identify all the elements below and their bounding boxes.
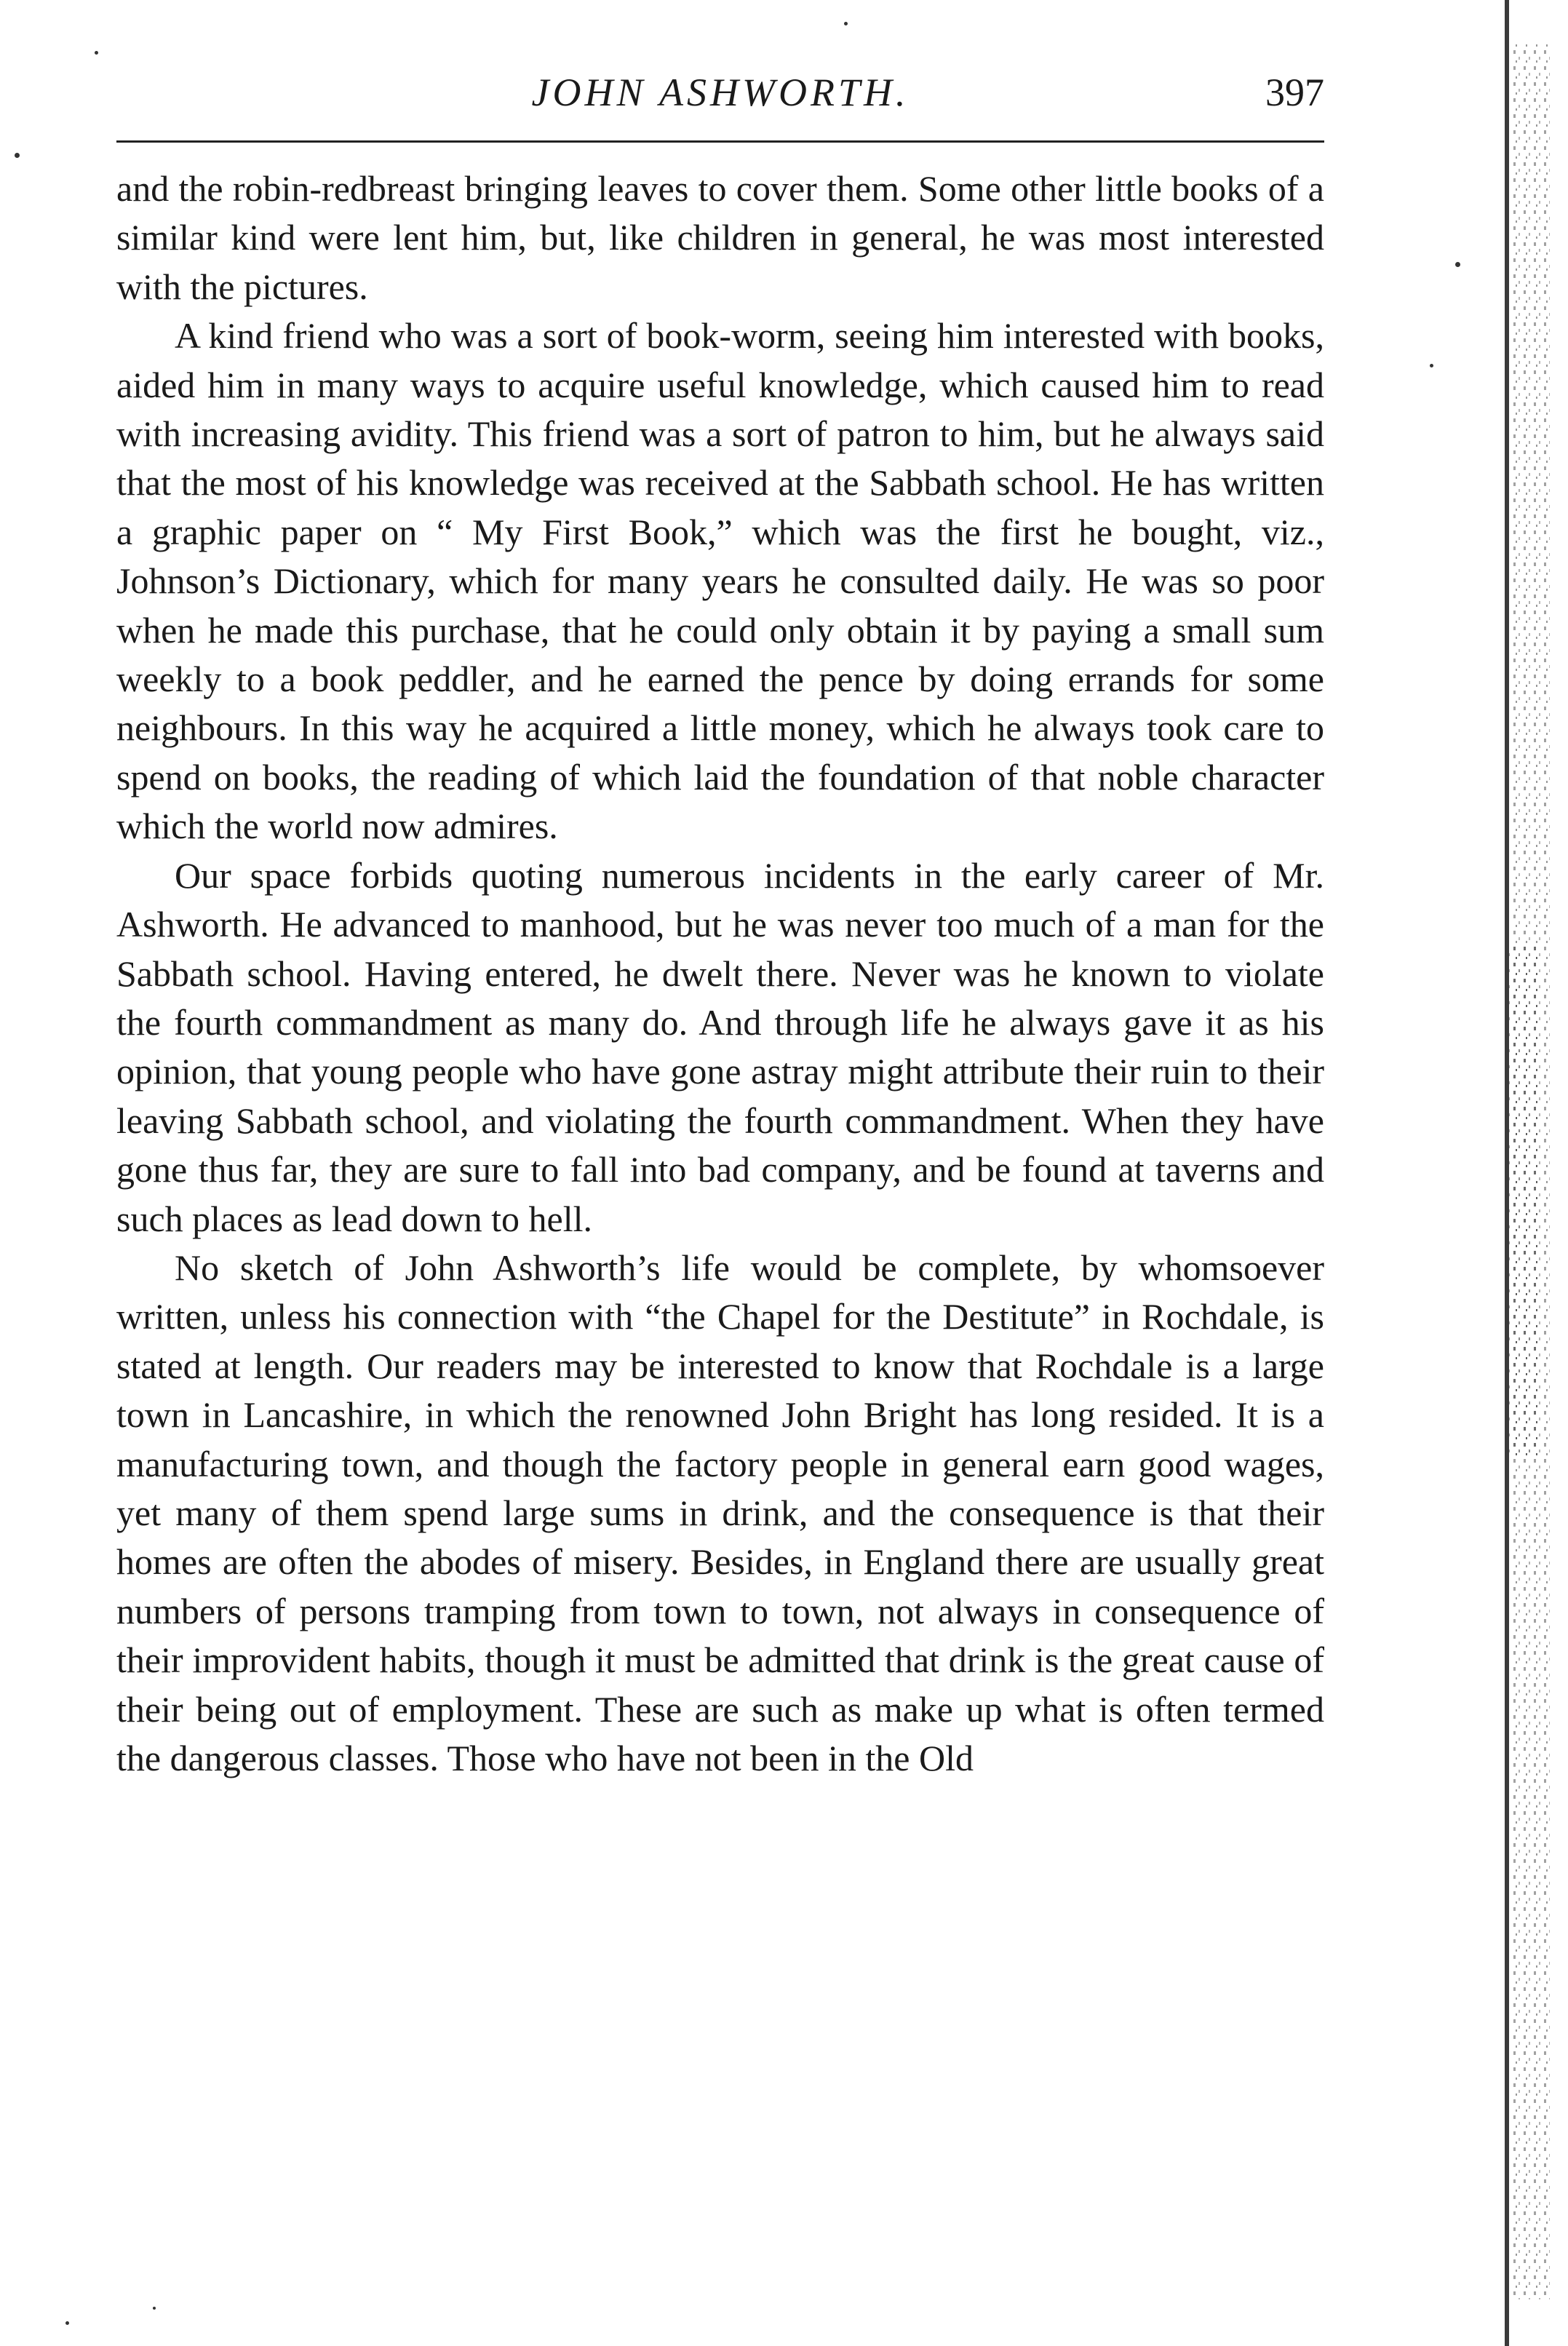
- paper-speck: [844, 22, 848, 25]
- paper-speck: [1430, 364, 1433, 367]
- running-title: JOHN ASHWORTH.: [531, 71, 910, 114]
- paper-speck: [153, 2307, 156, 2310]
- body-text: [116, 164, 1324, 1783]
- paragraph-1: and the robin-redbreast bringing leaves to cover them. Some other little books of a similar kind were lent him, but, like children in general, he was most interested with the pictures.: [116, 168, 1324, 307]
- paragraph-3: Our space forbids quoting numerous incidents in the early career of Mr. Ashworth. He advanced to manhood, but he was never too much of a man for the Sabbath school. Having entered, he dwelt there. Never was he known to violate the fourth commandment as many do. And through life he always gave it as his opinion, that young people who have gone astray might attribute their ruin to their leaving Sabbath school, and violating the fourth commandment. When they have gone thus far, they are sure to fall into bad company, and be found at taverns and such places as lead down to hell.: [116, 854, 1324, 1239]
- paper-speck: [95, 51, 98, 55]
- page-number: 397: [1265, 71, 1324, 114]
- header-rule: [116, 140, 1324, 143]
- paper-speck: [65, 2321, 69, 2325]
- paragraph-4: No sketch of John Ashworth’s life would be complete, by whomsoever written, unless his connection with “the Chapel for the Destitute” in Rochdale, is stated at length. Our readers may be interested to know that Rochdale is a large town in Lancashire, in which the renowned John Bright has long resided. It is a manufacturing town, and though the factory people in general earn good wages, yet many of them spend large sums in drink, and the consequence is that their homes are often the abodes of misery. Besides, in England there are usually great numbers of persons tramping from town to town, not always in consequence of their improvident habits, though it must be admitted that drink is the great cause of their being out of employment. These are such as make up what is often termed the dangerous classes. Those who have not been in the Old: [116, 1246, 1324, 1778]
- paragraph-2: A kind friend who was a sort of book-worm, seeing him interested with books, aided him in many ways to acquire useful knowledge, which caused him to read with increasing avidity. This friend was a sort of patron to him, but he always said that the most of his knowledge was received at the Sabbath school. He has written a graphic paper on “ My First Book,” which was the first he bought, viz., Johnson’s Dictionary, which for many years he consulted daily. He was so poor when he made this purchase, that he could only obtain it by paying a small sum weekly to a book peddler, and he earned the pence by doing errands for some neighbours. In this way he acquired a little money, which he always took care to spend on books, the reading of which laid the foundation of that noble character which the world now admires.: [116, 315, 1324, 847]
- paper-speck: [1455, 262, 1460, 267]
- binding-edge-shadow: [1492, 0, 1557, 2346]
- running-head: [116, 67, 1324, 132]
- paper-speck: [15, 153, 20, 158]
